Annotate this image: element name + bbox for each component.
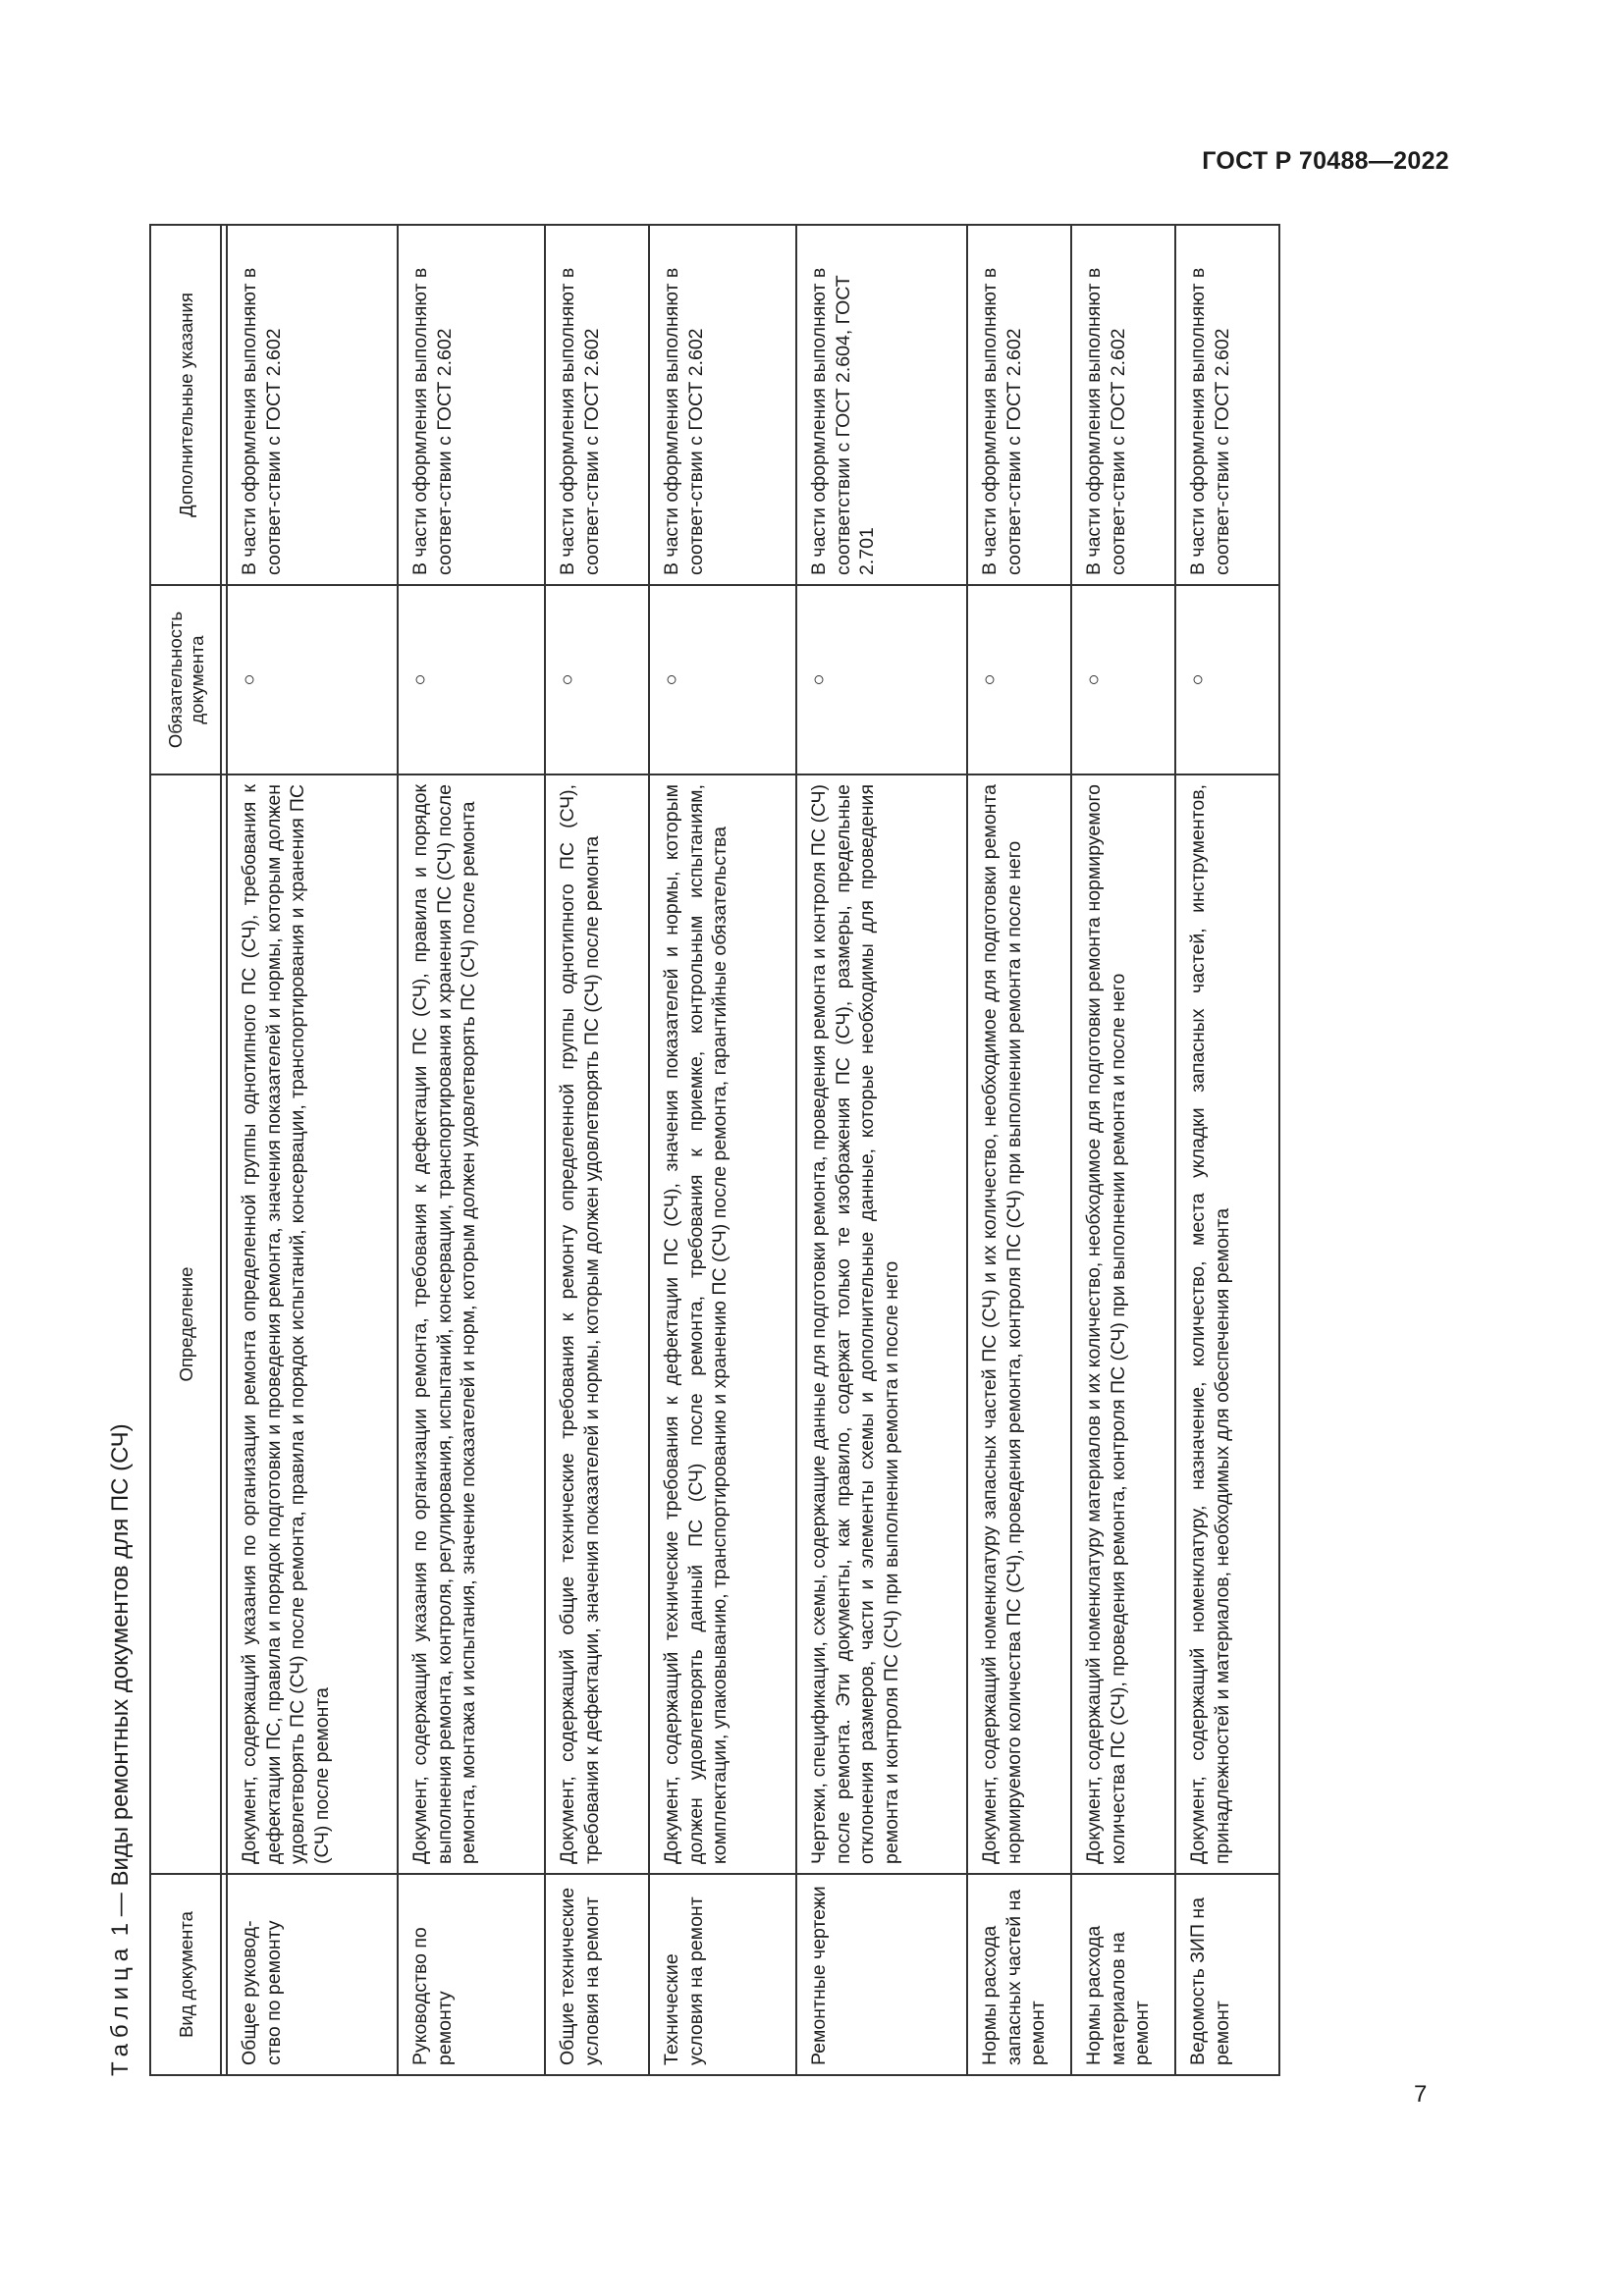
cell-mandatory: ○	[649, 585, 796, 774]
table-caption	[106, 226, 149, 2076]
cell-kind: Нормы расхода материалов на ремонт	[1071, 1874, 1175, 2075]
cell-notes: В части оформления выполняют в соответ-ствии с ГОСТ 2.602	[649, 225, 796, 585]
cell-mandatory: ○	[398, 585, 545, 774]
table-row	[398, 225, 545, 2075]
cell-notes: В части оформления выполняют в соответствии с ГОСТ 2.604, ГОСТ 2.701	[796, 225, 967, 585]
table-row	[649, 225, 796, 2075]
cell-definition: Документ, содержащий общие технические требования к ремонту определенной группы однотипного ПС (СЧ), требования к дефектации, значения показателей и нормы, которым должен удовлетворять ПС (СЧ) после ремонта	[545, 774, 649, 1874]
cell-notes: В части оформления выполняют в соответ-ствии с ГОСТ 2.602	[967, 225, 1071, 585]
cell-kind: Технические условия на ремонт	[649, 1874, 796, 2075]
cell-definition: Документ, содержащий указания по организации ремонта определенной группы однотипного ПС (СЧ), требования к дефектации ПС, правила и порядок подготовки и проведения ремонта, значения показателей и нормы, которым должен удовлетворять ПС (СЧ) после ремонта, правила и порядок испытаний, консервации, транспортирования и хранения ПС (СЧ) после ремонта	[227, 774, 398, 1874]
col-header-mandatory: Обязательность документа	[150, 585, 221, 774]
cell-notes: В части оформления выполняют в соответ-ствии с ГОСТ 2.602	[1071, 225, 1175, 585]
cell-mandatory: ○	[796, 585, 967, 774]
caption-label: Таблица	[107, 1942, 134, 2076]
cell-definition: Документ, содержащий указания по организации ремонта, требования к дефектации ПС (СЧ), правила и порядок выполнения ремонта, контроля, регулирования, испытаний, консервации, транспортирования и хранения ПС (СЧ) после ремонта, монтажа и испытания, значение показателей и норм, которым должен удовлетворять ПС (СЧ) после ремонта	[398, 774, 545, 1874]
table-row	[545, 225, 649, 2075]
caption-text: — Виды ремонтных документов для ПС (СЧ)	[107, 1423, 134, 1917]
cell-definition: Документ, содержащий номенклатуру, назначение, количество, места укладки запасных частей, инструментов, принадлежностей и материалов, необходимых для обеспечения ремонта	[1175, 774, 1279, 1874]
table-row	[227, 225, 398, 2075]
cell-kind: Ведомость ЗИП на ремонт	[1175, 1874, 1279, 2075]
cell-mandatory: ○	[967, 585, 1071, 774]
rotated-table-block	[106, 226, 1270, 2076]
cell-kind: Нормы расхода запасных частей на ремонт	[967, 1874, 1071, 2075]
cell-kind: Руководство по ремонту	[398, 1874, 545, 2075]
cell-kind: Ремонтные чертежи	[796, 1874, 967, 2075]
cell-definition: Документ, содержащий номенклатуру материалов и их количество, необходимое для подготовки ремонта нормируемого количества ПС (СЧ), проведения ремонта, контроля ПС (СЧ) при выполнении ремонта и после него	[1071, 774, 1175, 1874]
table-row	[1071, 225, 1175, 2075]
cell-kind: Общее руковод-ство по ремонту	[227, 1874, 398, 2075]
caption-number: 1	[107, 1922, 134, 1937]
cell-notes: В части оформления выполняют в соответ-ствии с ГОСТ 2.602	[227, 225, 398, 585]
page-number: 7	[1414, 2081, 1428, 2108]
cell-definition: Документ, содержащий номенклатуру запасных частей ПС (СЧ) и их количество, необходимое для подготовки ремонта нормируемого количества ПС (СЧ), проведения ремонта, контроля ПС (СЧ) при выполнении ремонта и после него	[967, 774, 1071, 1874]
cell-definition: Чертежи, спецификации, схемы, содержащие данные для подготовки ремонта, проведения ремонта и контроля ПС (СЧ) после ремонта. Эти документы, как правило, содержат только те изображения ПС (СЧ), размеры, предельные отклонения размеров, части и элементы схемы и дополнительные данные, которые необходимы для проведения ремонта и контроля ПС (СЧ) при выполнении ремонта и после него	[796, 774, 967, 1874]
cell-mandatory: ○	[545, 585, 649, 774]
cell-kind: Общие технические условия на ремонт	[545, 1874, 649, 2075]
col-header-definition: Определение	[150, 774, 221, 1874]
table-row	[796, 225, 967, 2075]
table-header-row	[150, 225, 221, 2075]
cell-definition: Документ, содержащий технические требования к дефектации ПС (СЧ), значения показателей и нормы, которым должен удовлетворять данный ПС (СЧ) после ремонта, требования к приемке, контрольным испытаниям, комплектации, упаковыванию, транспортированию и хранению ПС (СЧ) после ремонта, гарантийные обязательства	[649, 774, 796, 1874]
standard-designation: ГОСТ Р 70488—2022	[1202, 147, 1449, 175]
cell-notes: В части оформления выполняют в соответ-ствии с ГОСТ 2.602	[398, 225, 545, 585]
table-row	[967, 225, 1071, 2075]
cell-mandatory: ○	[1071, 585, 1175, 774]
col-header-kind: Вид документа	[150, 1874, 221, 2075]
cell-notes: В части оформления выполняют в соответ-ствии с ГОСТ 2.602	[1175, 225, 1279, 585]
col-header-notes: Дополнительные указания	[150, 225, 221, 585]
cell-notes: В части оформления выполняют в соответ-ствии с ГОСТ 2.602	[545, 225, 649, 585]
repair-documents-table	[149, 224, 1280, 2076]
cell-mandatory: ○	[227, 585, 398, 774]
cell-mandatory: ○	[1175, 585, 1279, 774]
table-row	[1175, 225, 1279, 2075]
